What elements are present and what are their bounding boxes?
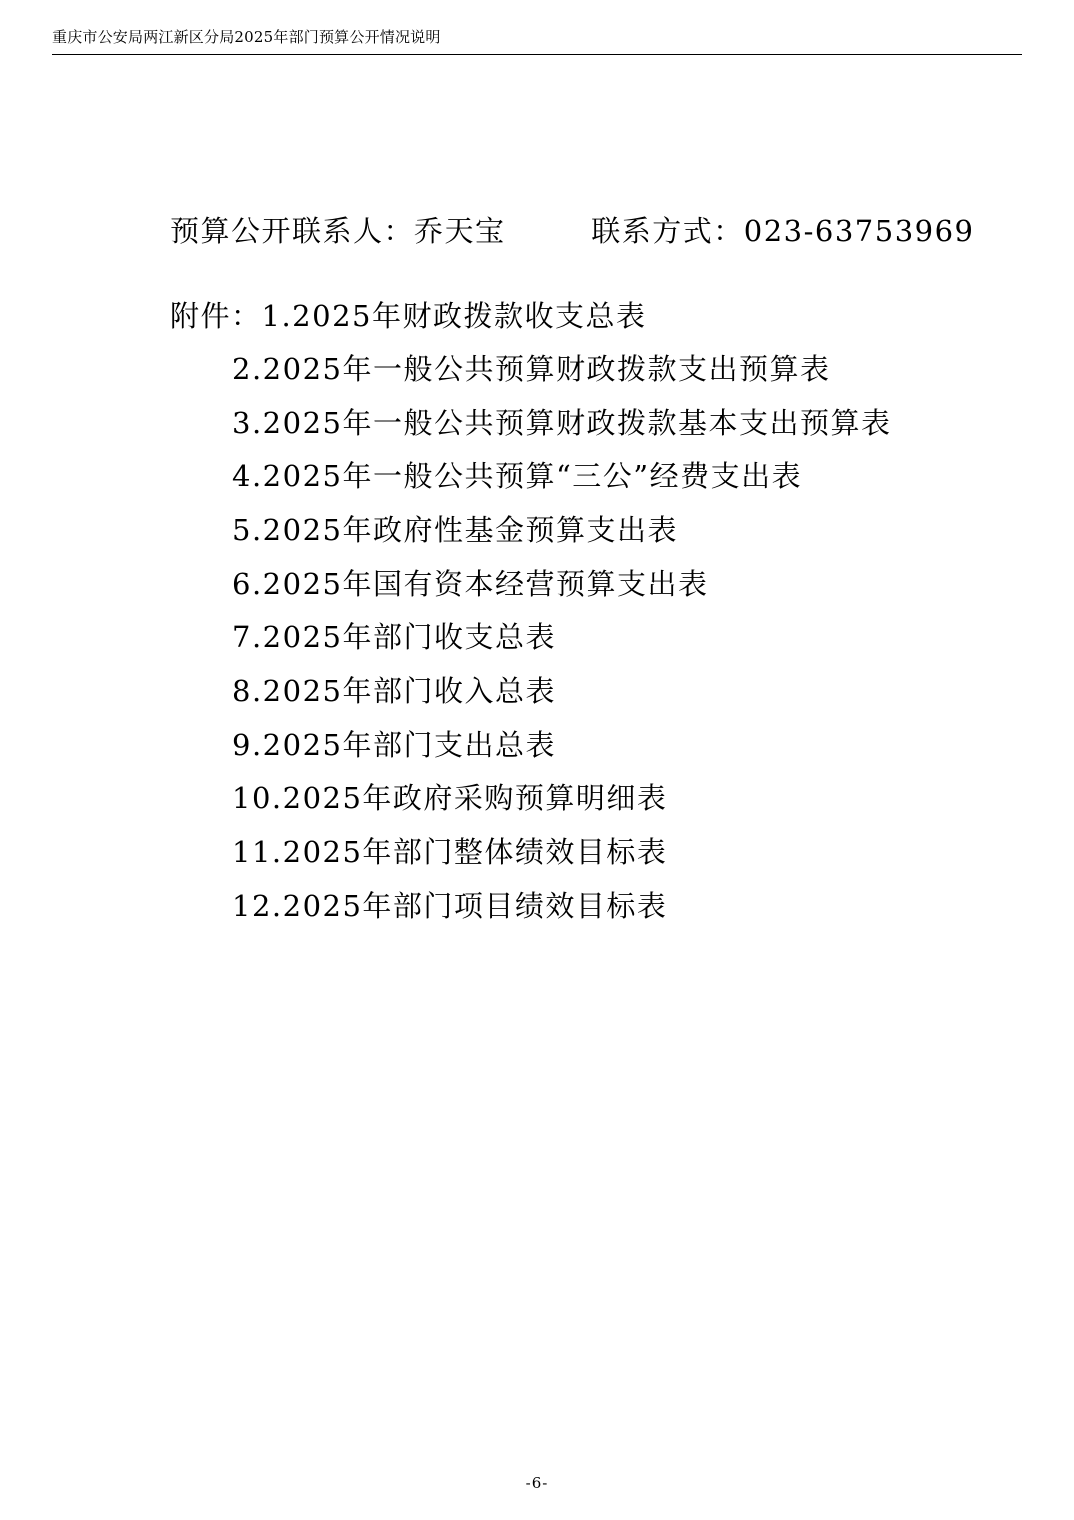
attachment-label: 附件：: [170, 298, 262, 333]
attachment-item-6: 6.2025年国有资本经营预算支出表: [232, 566, 709, 601]
page-content: [52, 210, 1022, 933]
page-number: -6-: [525, 1474, 549, 1492]
attachment-item-7: 7.2025年部门收支总表: [232, 620, 556, 655]
attachment-item-12: 12.2025年部门项目绩效目标表: [232, 888, 668, 923]
page-footer: [0, 1474, 1074, 1492]
attachment-list: [52, 290, 1022, 934]
attachment-item-3: 3.2025年一般公共预算财政拨款基本支出预算表: [232, 405, 892, 440]
attachment-item-label: 1.2025年财政拨款收支总表: [261, 298, 647, 333]
attachment-item-9: 9.2025年部门支出总表: [232, 727, 556, 762]
attachment-item-11: 11.2025年部门整体绩效目标表: [232, 834, 668, 869]
attachment-item-5: 5.2025年政府性基金预算支出表: [232, 513, 678, 548]
attachment-item-4: 4.2025年一般公共预算“三公”经费支出表: [232, 459, 803, 494]
header-title: 重庆市公安局两江新区分局2025年部门预算公开情况说明: [52, 28, 441, 46]
budget-contact-line: 预算公开联系人：乔天宝 联系方式：023-63753969: [170, 214, 975, 248]
page-header: [52, 28, 1022, 55]
attachment-item-8: 8.2025年部门收入总表: [232, 673, 556, 708]
attachment-item-2: 2.2025年一般公共预算财政拨款支出预算表: [232, 352, 831, 387]
attachment-item-10: 10.2025年政府采购预算明细表: [232, 781, 668, 816]
attachment-item-1: [52, 290, 1022, 344]
